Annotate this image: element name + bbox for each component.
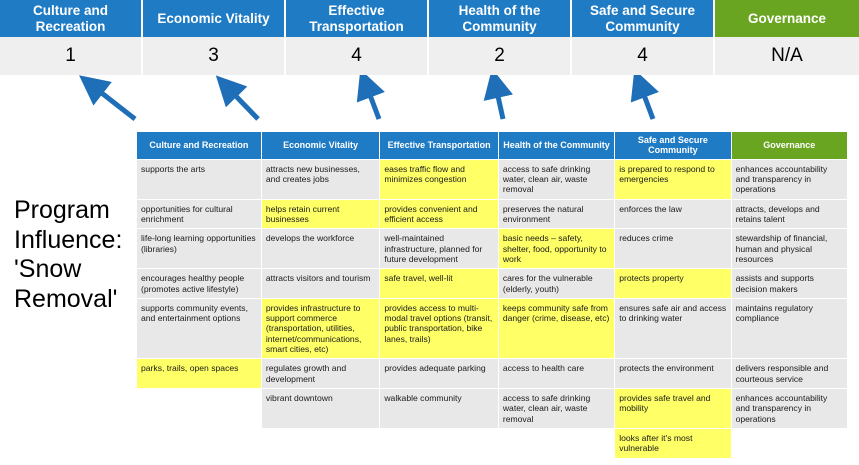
- caption-line-3: 'Snow: [14, 255, 82, 283]
- pillar-score-5: 4: [572, 37, 715, 75]
- matrix-cell-r8-c2: [261, 428, 380, 458]
- pillar-header-2: Economic Vitality: [143, 0, 286, 37]
- table-row: [137, 229, 848, 269]
- matrix-cell-r5-c4: keeps community safe from danger (crime, disease, etc): [498, 298, 614, 359]
- matrix-cell-r6-c2: regulates growth and development: [261, 359, 380, 389]
- influence-arrows-layer: [0, 75, 859, 133]
- matrix-cell-r1-c6: enhances accountability and transparency in operations: [731, 159, 847, 199]
- matrix-cell-r6-c3: provides adequate parking: [380, 359, 499, 389]
- table-row: [137, 159, 848, 199]
- matrix-cell-r5-c1: supports community events, and entertainment options: [137, 298, 262, 359]
- matrix-cell-r6-c5: protects the environment: [615, 359, 731, 389]
- matrix-cell-r4-c5: protects property: [615, 269, 731, 299]
- matrix-column-header-5: Safe and Secure Community: [615, 132, 731, 160]
- matrix-cell-r7-c4: access to safe drinking water, clean air, waste removal: [498, 389, 614, 429]
- caption-line-2: Influence:: [14, 225, 123, 254]
- matrix-cell-r5-c6: maintains regulatory compliance: [731, 298, 847, 359]
- matrix-cell-r7-c6: enhances accountability and transparency in operations: [731, 389, 847, 429]
- matrix-column-header-4: Health of the Community: [498, 132, 614, 160]
- matrix-cell-r5-c2: provides infrastructure to support commerce (transportation, utilities, internet/communications, smart cities, etc): [261, 298, 380, 359]
- pillar-score-6: N/A: [771, 45, 803, 66]
- matrix-body: [137, 159, 848, 458]
- matrix-cell-r8-c1: [137, 428, 262, 458]
- table-row: [137, 269, 848, 299]
- matrix-cell-r2-c2: helps retain current businesses: [261, 199, 380, 229]
- influence-arrow: [94, 87, 135, 119]
- matrix-cell-r8-c6: [731, 428, 847, 458]
- matrix-cell-r3-c4: basic needs – safety, shelter, food, opportunity to work: [498, 229, 614, 269]
- matrix-cell-r3-c3: well-maintained infrastructure, planned for future development: [380, 229, 499, 269]
- influence-arrow: [229, 89, 258, 119]
- pillar-score-4: 2: [429, 37, 572, 75]
- influence-arrow: [367, 87, 379, 119]
- matrix-cell-r1-c2: attracts new businesses, and creates jobs: [261, 159, 380, 199]
- table-row: [137, 428, 848, 458]
- pillar-score-3: 4: [286, 37, 429, 75]
- caption-line-4: Removal': [14, 284, 118, 313]
- matrix-cell-r7-c1: [137, 389, 262, 429]
- matrix-cell-r3-c1: life-long learning opportunities (libraries): [137, 229, 262, 269]
- matrix-cell-r6-c6: delivers responsible and courteous service: [731, 359, 847, 389]
- matrix-column-header-3: Effective Transportation: [380, 132, 499, 160]
- pillar-header-4: Health of the Community: [429, 0, 572, 37]
- matrix-cell-r1-c4: access to safe drinking water, clean air, waste removal: [498, 159, 614, 199]
- matrix-cell-r4-c2: attracts visitors and tourism: [261, 269, 380, 299]
- influence-arrow: [496, 87, 503, 119]
- matrix-cell-r8-c5: looks after it's most vulnerable: [615, 428, 731, 458]
- pillar-score-1: 1: [0, 37, 143, 75]
- matrix-cell-r1-c1: supports the arts: [137, 159, 262, 199]
- matrix-cell-r2-c1: opportunities for cultural enrichment: [137, 199, 262, 229]
- matrix-cell-r4-c4: cares for the vulnerable (elderly, youth): [498, 269, 614, 299]
- matrix-column-header-1: Culture and Recreation: [137, 132, 262, 160]
- table-row: [137, 199, 848, 229]
- table-row: [137, 359, 848, 389]
- matrix-cell-r3-c6: stewardship of financial, human and physical resources: [731, 229, 847, 269]
- matrix-cell-r1-c5: is prepared to respond to emergencies: [615, 159, 731, 199]
- matrix-cell-r2-c5: enforces the law: [615, 199, 731, 229]
- matrix-header-row: [137, 132, 848, 160]
- matrix-column-header-2: Economic Vitality: [261, 132, 380, 160]
- matrix-cell-r8-c3: [380, 428, 499, 458]
- matrix-cell-r4-c3: safe travel, well-lit: [380, 269, 499, 299]
- matrix-cell-r4-c6: assists and supports decision makers: [731, 269, 847, 299]
- matrix-cell-r5-c3: provides access to multi-modal travel options (transit, public transportation, bike lanes, trails): [380, 298, 499, 359]
- pillar-score-2: 3: [143, 37, 286, 75]
- program-influence-caption: [14, 196, 134, 314]
- matrix-cell-r7-c3: walkable community: [380, 389, 499, 429]
- pillar-header-6: Governance: [715, 0, 859, 37]
- arrows-svg: [0, 75, 859, 133]
- matrix-cell-r6-c1: parks, trails, open spaces: [137, 359, 262, 389]
- pillar-header-bar: [0, 0, 859, 37]
- pillar-header-5: Safe and Secure Community: [572, 0, 715, 37]
- matrix-column-header-6: Governance: [731, 132, 847, 160]
- pillar-score-row: [0, 37, 859, 75]
- matrix-cell-r6-c4: access to health care: [498, 359, 614, 389]
- caption-line-1: Program: [14, 196, 110, 224]
- matrix-cell-r8-c4: [498, 428, 614, 458]
- table-row: [137, 298, 848, 359]
- matrix-cell-r4-c1: encourages healthy people (promotes active lifestyle): [137, 269, 262, 299]
- table-row: [137, 389, 848, 429]
- influence-arrow: [641, 87, 653, 119]
- matrix-cell-r3-c2: develops the workforce: [261, 229, 380, 269]
- matrix-cell-r2-c4: preserves the natural environment: [498, 199, 614, 229]
- matrix-cell-r5-c5: ensures safe air and access to drinking water: [615, 298, 731, 359]
- matrix-cell-r7-c2: vibrant downtown: [261, 389, 380, 429]
- matrix-cell-r1-c3: eases traffic flow and minimizes congestion: [380, 159, 499, 199]
- matrix-cell-r2-c3: provides convenient and efficient access: [380, 199, 499, 229]
- matrix-cell-r3-c5: reduces crime: [615, 229, 731, 269]
- matrix-cell-r2-c6: attracts, develops and retains talent: [731, 199, 847, 229]
- pillar-outcomes-matrix: [136, 131, 848, 459]
- pillar-header-3: Effective Transportation: [286, 0, 429, 37]
- pillar-header-1: Culture and Recreation: [0, 0, 143, 37]
- matrix-cell-r7-c5: provides safe travel and mobility: [615, 389, 731, 429]
